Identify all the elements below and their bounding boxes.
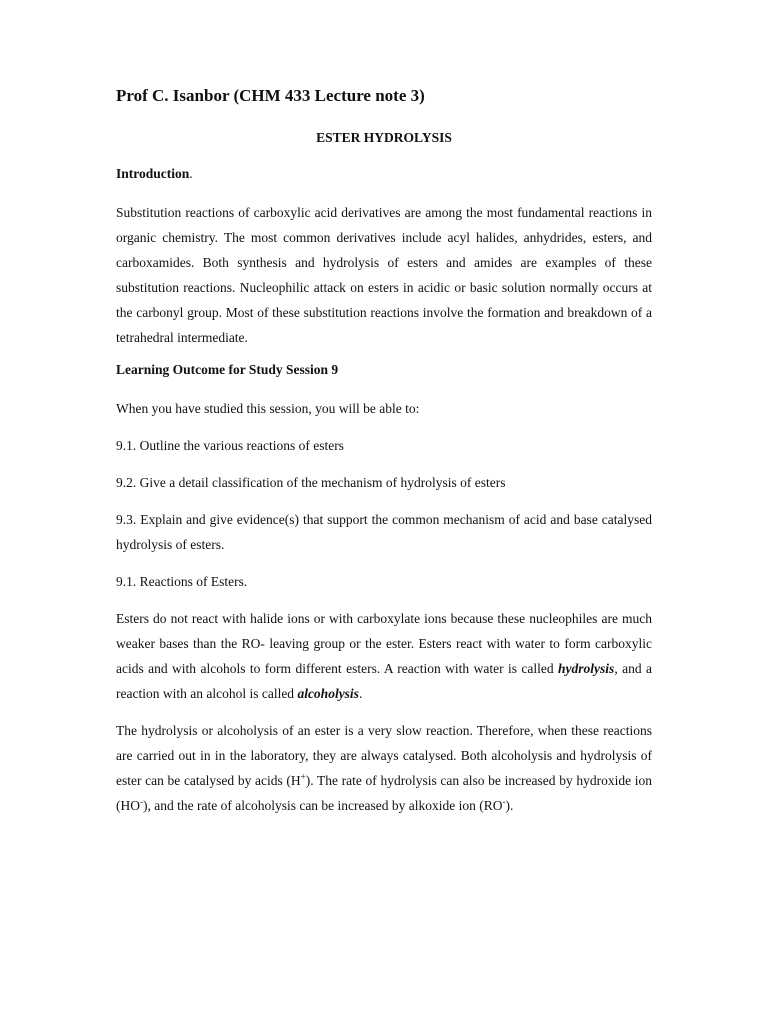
learning-outcome-item: 9.3. Explain and give evidence(s) that support the common mechanism of acid and base catalysed hydrolysis of esters.	[116, 512, 652, 552]
term-alcoholysis: alcoholysis	[297, 686, 359, 701]
reactions-p2-c: ), and the rate of alcoholysis can be increased by alkoxide ion (RO	[143, 798, 503, 813]
learning-outcome-item: 9.1. Outline the various reactions of esters	[116, 438, 344, 453]
reactions-of-esters-heading: 9.1. Reactions of Esters.	[116, 574, 248, 589]
reactions-p2-a: The hydrolysis or alcoholysis of an ester is a very slow reaction. Therefore, when these reactions are carried out in in the laboratory, they are always catalysed. Both alcoholysis and hydrolysis of ester can be catalysed by acids (H	[116, 723, 652, 788]
learning-outcome-lead: When you have studied this session, you will be able to:	[116, 401, 420, 416]
learning-outcome-heading: Learning Outcome for Study Session 9	[116, 362, 339, 377]
reactions-p1-end: .	[358, 686, 363, 701]
document-heading: ESTER HYDROLYSIS	[316, 130, 452, 145]
reactions-p2-b: ). The rate of hydrolysis can also be increased by hydroxide ion (HO	[116, 773, 653, 813]
introduction-heading	[116, 166, 652, 182]
reactions-p1-text: Esters do not react with halide ions or with carboxylate ions because these nucleophiles are much weaker bases than the RO- leaving group or the ester. Esters react with water to form carboxylic acids and with alcohols to form different esters. A reaction with water is called	[116, 611, 652, 676]
reactions-paragraph-1	[116, 606, 652, 706]
introduction-heading-dot: .	[189, 166, 193, 181]
reactions-p2-d: ).	[505, 798, 514, 813]
reactions-p1-mid: , and a reaction with an alcohol is called	[116, 661, 652, 701]
reactions-paragraph-2	[116, 718, 652, 818]
superscript-plus: +	[300, 771, 306, 782]
superscript-minus: -	[140, 796, 143, 807]
learning-outcome-item: 9.2. Give a detail classification of the mechanism of hydrolysis of esters	[116, 475, 506, 490]
term-hydrolysis: hydrolysis	[558, 661, 615, 676]
page-title: Prof C. Isanbor (CHM 433 Lecture note 3)	[116, 86, 425, 105]
superscript-minus: -	[502, 796, 506, 807]
introduction-paragraph: Substitution reactions of carboxylic acid derivatives are among the most fundamental reactions in organic chemistry. The most common derivatives include acyl halides, anhydrides, esters, and carboxamides. Both synthesis and hydrolysis of esters and amides are examples of these substitution reactions. Nucleophilic attack on esters in acidic or basic solution normally occurs at the carbonyl group. Most of these substitution reactions involve the formation and breakdown of a tetrahedral intermediate.	[116, 205, 652, 345]
page-content	[116, 86, 652, 818]
introduction-heading-text: Introduction	[116, 166, 190, 181]
